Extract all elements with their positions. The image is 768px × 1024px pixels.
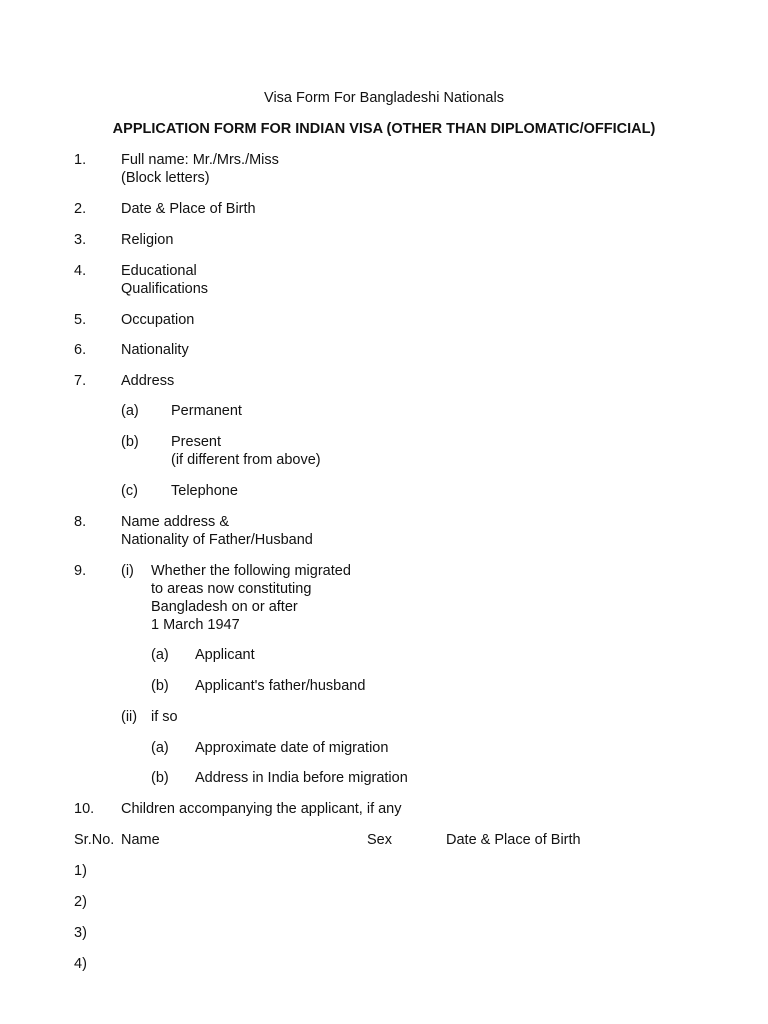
address-label: Address bbox=[121, 373, 175, 389]
father-husband-name-label: Name address & bbox=[121, 514, 229, 530]
full-name-label: Full name: Mr./Mrs./Miss bbox=[121, 152, 279, 168]
item-number-2: 2. bbox=[74, 201, 87, 217]
item-number-1: 1. bbox=[74, 152, 87, 168]
item-number-9: 9. bbox=[74, 563, 87, 579]
document-subtitle: Visa Form For Bangladeshi Nationals bbox=[264, 90, 504, 106]
table-row-number: 3) bbox=[74, 925, 87, 941]
item-number-5: 5. bbox=[74, 312, 87, 328]
children-label: Children accompanying the applicant, if any bbox=[121, 801, 402, 817]
item-number-6: 6. bbox=[74, 342, 87, 358]
educational-label: Educational bbox=[121, 263, 197, 279]
religion-label: Religion bbox=[121, 232, 174, 248]
occupation-label: Occupation bbox=[121, 312, 195, 328]
sub-item-label-a: (a) bbox=[121, 403, 139, 419]
telephone-label: Telephone bbox=[171, 483, 238, 499]
sub-item-label-a: (a) bbox=[151, 740, 169, 756]
sub-item-label-i: (i) bbox=[121, 563, 134, 579]
migration-date-label: Approximate date of migration bbox=[195, 740, 389, 756]
form-heading: APPLICATION FORM FOR INDIAN VISA (OTHER THAN DIPLOMATIC/OFFICIAL) bbox=[112, 121, 656, 137]
table-header-name: Name bbox=[121, 832, 160, 848]
table-header-srno: Sr.No. bbox=[74, 832, 115, 848]
table-header-sex: Sex bbox=[367, 832, 392, 848]
permanent-address-label: Permanent bbox=[171, 403, 242, 419]
present-address-label: Present bbox=[171, 434, 221, 450]
migration-question-line-4: 1 March 1947 bbox=[151, 617, 240, 633]
birth-date-place-label: Date & Place of Birth bbox=[121, 201, 256, 217]
migration-question-line-3: Bangladesh on or after bbox=[151, 599, 298, 615]
table-row-number: 1) bbox=[74, 863, 87, 879]
item-number-4: 4. bbox=[74, 263, 87, 279]
migration-question-line-2: to areas now constituting bbox=[151, 581, 312, 597]
present-address-note: (if different from above) bbox=[171, 452, 321, 468]
india-address-label: Address in India before migration bbox=[195, 770, 408, 786]
sub-item-label-b: (b) bbox=[151, 678, 169, 694]
father-husband-nationality-label: Nationality of Father/Husband bbox=[121, 532, 313, 548]
nationality-label: Nationality bbox=[121, 342, 189, 358]
sub-item-label-c: (c) bbox=[121, 483, 138, 499]
sub-item-label-a: (a) bbox=[151, 647, 169, 663]
if-so-label: if so bbox=[151, 709, 178, 725]
applicant-label: Applicant bbox=[195, 647, 255, 663]
item-number-7: 7. bbox=[74, 373, 87, 389]
sub-item-label-ii: (ii) bbox=[121, 709, 138, 725]
table-row-number: 2) bbox=[74, 894, 87, 910]
migration-question-line-1: Whether the following migrated bbox=[151, 563, 351, 579]
table-row-number: 4) bbox=[74, 956, 87, 972]
item-number-3: 3. bbox=[74, 232, 87, 248]
sub-item-label-b: (b) bbox=[121, 434, 139, 450]
applicant-father-husband-label: Applicant's father/husband bbox=[195, 678, 366, 694]
item-number-10: 10. bbox=[74, 801, 95, 817]
table-header-dob: Date & Place of Birth bbox=[446, 832, 581, 848]
item-number-8: 8. bbox=[74, 514, 87, 530]
block-letters-note: (Block letters) bbox=[121, 170, 210, 186]
sub-item-label-b: (b) bbox=[151, 770, 169, 786]
qualifications-label: Qualifications bbox=[121, 281, 209, 297]
